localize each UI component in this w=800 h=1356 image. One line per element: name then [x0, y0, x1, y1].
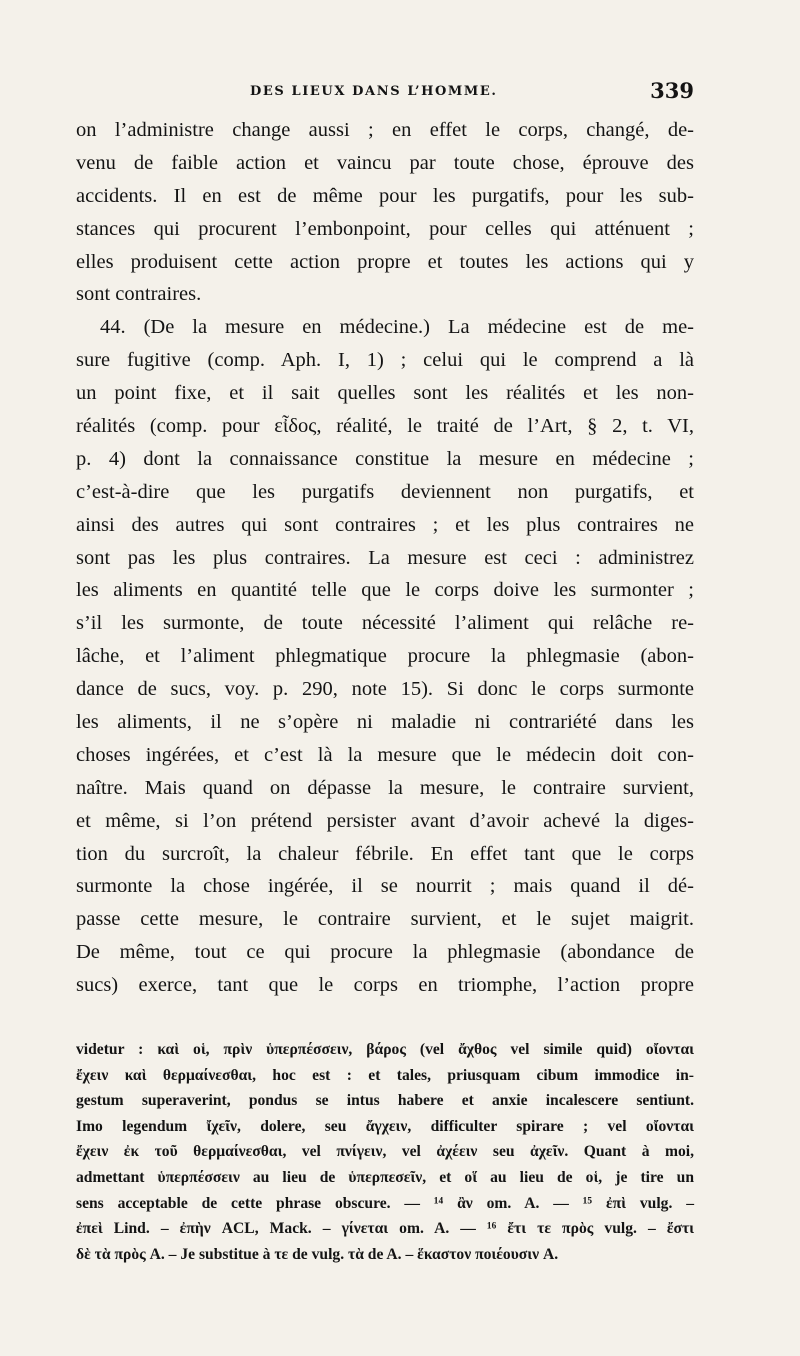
body-line: venu de faible action et vaincu par toute chose, éprouve des	[76, 151, 694, 174]
running-title: DES LIEUX DANS L’HOMME.	[250, 84, 498, 99]
body-line: accidents. Il en est de même pour les purgatifs, pour les sub-	[76, 184, 694, 207]
body-line: sure fugitive (comp. Aph. I, 1) ; celui qui le comprend a là	[76, 349, 694, 372]
footnote-line: ἔχειν καὶ θερμαίνεσθαι, hoc est : et tales, priusquam cibum immodice in-	[76, 1066, 694, 1084]
body-line: les aliments, il ne s’opère ni maladie ni contrariété dans les	[76, 711, 694, 734]
section-heading-line: 44. (De la mesure en médecine.) La médecine est de me-	[100, 316, 694, 339]
footnote-line: ἔχειν ἐκ τοῦ θερμαίνεσθαι, vel πνίγειν, vel ἀχέειν seu ἀχεῖν. Quant à moi,	[76, 1143, 694, 1161]
footnote-line: ἐπεὶ Lind. – ἐπὴν ACL, Mack. – γίνεται om. A. — ¹⁶ ἔτι τε πρὸς vulg. – ἔστι	[76, 1220, 694, 1238]
body-text	[76, 114, 694, 1002]
body-line: un point fixe, et il sait quelles sont les réalités et les non-	[76, 382, 694, 405]
footnote-line: gestum superaverint, pondus se intus habere et anxie incalescere sentiunt.	[76, 1092, 694, 1110]
footnote-line: videtur : καὶ οἱ, πρὶν ὑπερπέσσειν, βάρος (vel ἄχθος vel simile quid) οἴονται	[76, 1041, 694, 1058]
body-line: lâche, et l’aliment phlegmatique procure la phlegmasie (abon-	[76, 645, 694, 668]
body-line: De même, tout ce qui procure la phlegmasie (abondance de	[76, 941, 694, 964]
footnote-line: Imo legendum ἴχεῖν, dolere, seu ἄγχειν, difficulter spirare ; vel οἴονται	[76, 1117, 694, 1135]
body-line: elles produisent cette action propre et toutes les actions qui y	[76, 250, 694, 273]
body-line: surmonte la chose ingérée, il se nourrit ; mais quand il dé-	[76, 875, 694, 898]
body-line: naître. Mais quand on dépasse la mesure, le contraire survient,	[76, 776, 694, 799]
body-line: p. 4) dont la connaissance constitue la mesure en médecine ;	[76, 447, 694, 470]
footnote-line: sens acceptable de cette phrase obscure. — ¹⁴ ἂν om. A. — ¹⁵ ἐπὶ vulg. –	[76, 1194, 694, 1212]
body-line: tion du surcroît, la chaleur fébrile. En effet tant que le corps	[76, 842, 694, 865]
body-line: c’est-à-dire que les purgatifs deviennent non purgatifs, et	[76, 480, 694, 503]
body-line: dance de sucs, voy. p. 290, note 15). Si donc le corps surmonte	[76, 678, 694, 701]
body-line: sucs) exerce, tant que le corps en triomphe, l’action propre	[76, 974, 694, 997]
footnote-line: δὲ τὰ πρὸς A. – Je substitue à τε de vulg. τὰ de A. – ἕκαστον ποιέουσιν A.	[76, 1245, 559, 1263]
body-line: stances qui procurent l’embonpoint, pour celles qui atténuent ;	[76, 217, 694, 240]
body-line: sont pas les plus contraires. La mesure est ceci : administrez	[76, 546, 694, 569]
body-line: réalités (comp. pour εἶδος, réalité, le traité de l’Art, § 2, t. VI,	[76, 415, 694, 438]
body-line: les aliments en quantité telle que le corps doive les surmonter ;	[76, 579, 694, 602]
footnotes	[76, 1037, 694, 1267]
page-header	[76, 78, 694, 108]
body-line: et même, si l’on prétend persister avant d’avoir achevé la diges-	[76, 809, 694, 832]
footnote-line: admettant ὑπερπέσσειν au lieu de ὑπερπεσεῖν, et οἵ au lieu de οἱ, je tire un	[76, 1168, 694, 1186]
body-line: ainsi des autres qui sont contraires ; et les plus contraires ne	[76, 513, 694, 536]
body-line: on l’administre change aussi ; en effet le corps, changé, de-	[76, 119, 694, 141]
body-line: choses ingérées, et c’est là la mesure que le médecin doit con-	[76, 743, 694, 766]
body-line: s’il les surmonte, de toute nécessité l’aliment qui relâche re-	[76, 612, 694, 635]
page-number: 339	[650, 78, 694, 103]
body-line: sont contraires.	[76, 283, 202, 306]
body-line: passe cette mesure, le contraire survient, et le sujet maigrit.	[76, 908, 694, 931]
